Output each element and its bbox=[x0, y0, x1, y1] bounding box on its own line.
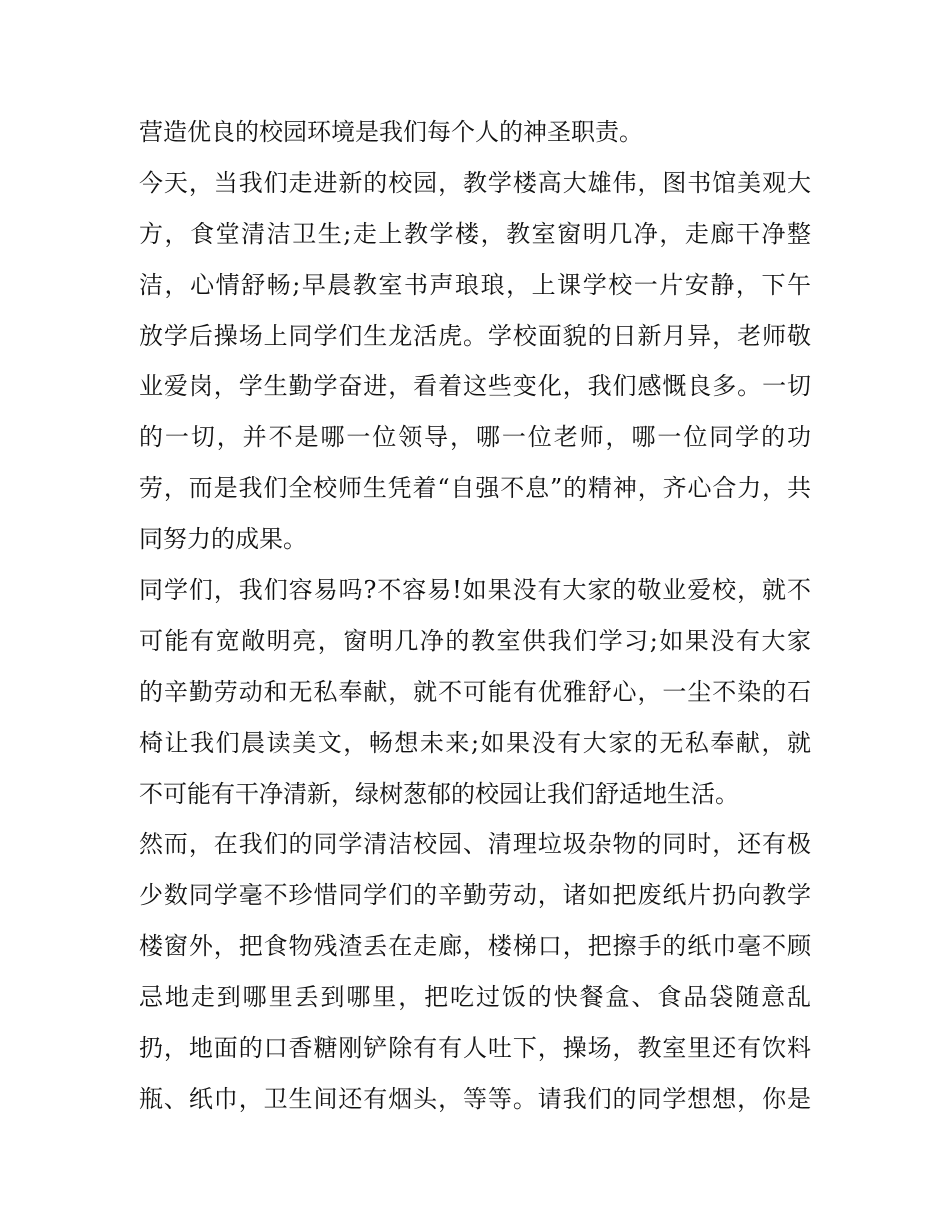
paragraph-1-line-1: 营造优良的校园环境是我们每个人的神圣职责。 bbox=[139, 118, 643, 146]
paragraph-4-line-1: 然而，在我们的同学清洁校园、清理垃圾杂物的同时，还有极 bbox=[139, 830, 811, 859]
paragraph-4-line-5: 扔，地面的口香糖刚铲除有有人吐下，操场，教室里还有饮料 bbox=[139, 1034, 811, 1063]
paragraph-2-line-1: 今天，当我们走进新的校园，教学楼高大雄伟，图书馆美观大 bbox=[139, 168, 811, 197]
paragraph-2-line-2: 方，食堂清洁卫生;走上教学楼，教室窗明几净，走廊干净整 bbox=[139, 219, 811, 248]
paragraph-2-line-8: 同努力的成果。 bbox=[139, 525, 307, 554]
paragraph-2-line-6: 的一切，并不是哪一位领导，哪一位老师，哪一位同学的功 bbox=[139, 423, 811, 452]
paragraph-3-line-2: 可能有宽敞明亮，窗明几净的教室供我们学习;如果没有大家 bbox=[139, 626, 811, 655]
paragraph-3-line-1: 同学们，我们容易吗?不容易!如果没有大家的敬业爱校，就不 bbox=[139, 576, 811, 605]
paragraph-2-line-7: 劳，而是我们全校师生凭着“自强不息”的精神，齐心合力，共 bbox=[139, 474, 811, 503]
document-body bbox=[139, 107, 811, 1125]
paragraph-4-line-2: 少数同学毫不珍惜同学们的辛勤劳动，诸如把废纸片扔向教学 bbox=[139, 881, 811, 910]
paragraph-4-line-3: 楼窗外，把食物残渣丢在走廊，楼梯口，把擦手的纸巾毫不顾 bbox=[139, 932, 811, 961]
paragraph-2-line-4: 放学后操场上同学们生龙活虎。学校面貌的日新月异，老师敬 bbox=[139, 321, 811, 350]
paragraph-4-line-4: 忌地走到哪里丢到哪里，把吃过饭的快餐盒、食品袋随意乱 bbox=[139, 983, 811, 1012]
paragraph-2-line-3: 洁，心情舒畅;早晨教室书声琅琅，上课学校一片安静，下午 bbox=[139, 270, 811, 299]
paragraph-2-line-5: 业爱岗，学生勤学奋进，看着这些变化，我们感慨良多。一切 bbox=[139, 372, 811, 401]
paragraph-3-line-5: 不可能有干净清新，绿树葱郁的校园让我们舒适地生活。 bbox=[139, 779, 739, 808]
paragraph-3-line-4: 椅让我们晨读美文，畅想未来;如果没有大家的无私奉献，就 bbox=[139, 728, 811, 757]
paragraph-3-line-3: 的辛勤劳动和无私奉献，就不可能有优雅舒心，一尘不染的石 bbox=[139, 677, 811, 706]
paragraph-4-line-6: 瓶、纸巾，卫生间还有烟头，等等。请我们的同学想想，你是 bbox=[139, 1084, 811, 1113]
